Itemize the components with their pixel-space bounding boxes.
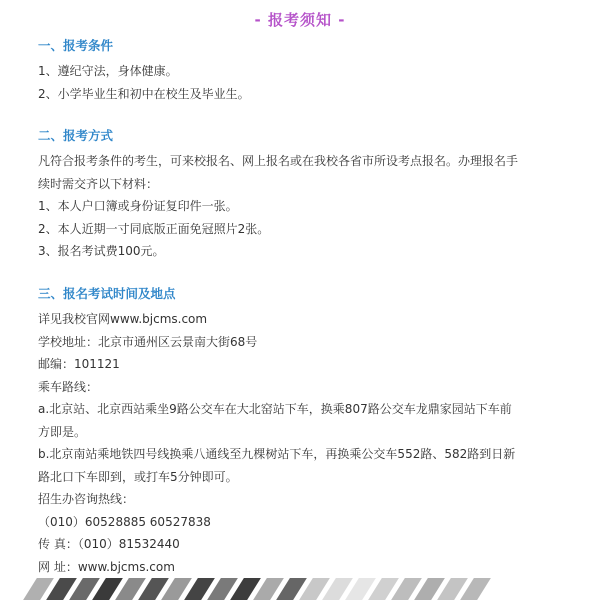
- text-line: 2、本人近期一寸同底版正面免冠照片2张。: [38, 221, 270, 236]
- website-line: 详见我校官网www.bjcms.com: [38, 312, 208, 326]
- text-line: 1、本人户口簿或身份证复印件一张。: [38, 199, 238, 213]
- text-line: 3、报名考试费100元。: [38, 244, 165, 258]
- section-heading: 二、报考方式: [38, 128, 114, 143]
- text-line: 1、遵纪守法，身体健康。: [38, 64, 178, 78]
- postcode-line: 邮编：101121: [38, 357, 120, 371]
- section-application-method: [38, 126, 578, 263]
- fax-line: 传 真：（010）81532440: [38, 537, 180, 551]
- text-line: 2、小学毕业生和初中在校生及毕业生。: [38, 86, 250, 101]
- route-line: 方即是。: [38, 424, 87, 439]
- page-title: - 报考须知 -: [254, 11, 346, 29]
- route-line: 路北口下车即到，或打车5分钟即可。: [38, 469, 238, 484]
- text-line: 凡符合报考条件的考生，可来校报名、网上报名或在我校各省市所设考点报名。办理报名手: [38, 154, 519, 168]
- section-requirements: [38, 36, 578, 105]
- route-line: b.北京南站乘地铁四号线换乘八通线至九棵树站下车，再换乘公交车552路、582路到日新: [38, 447, 516, 461]
- section-heading: 三、报名考试时间及地点: [38, 286, 176, 301]
- section-heading: 一、报考条件: [38, 38, 114, 53]
- hotline-numbers: （010）60528885 60527838: [38, 514, 211, 529]
- hotline-label: 招生办咨询热线：: [38, 492, 135, 506]
- route-heading-line: 乘车路线：: [38, 379, 99, 394]
- decorative-stripe-divider: [30, 578, 580, 600]
- section-time-and-place: [38, 284, 578, 578]
- website-url-line: 网 址：www.bjcms.com: [38, 559, 175, 574]
- route-line: a.北京站、北京西站乘坐9路公交车在大北窑站下车，换乘807路公交车龙鼎家园站下车前: [38, 402, 512, 416]
- address-line: 学校地址：北京市通州区云景南大街68号: [38, 334, 258, 349]
- text-line: 续时需交齐以下材料：: [38, 176, 159, 191]
